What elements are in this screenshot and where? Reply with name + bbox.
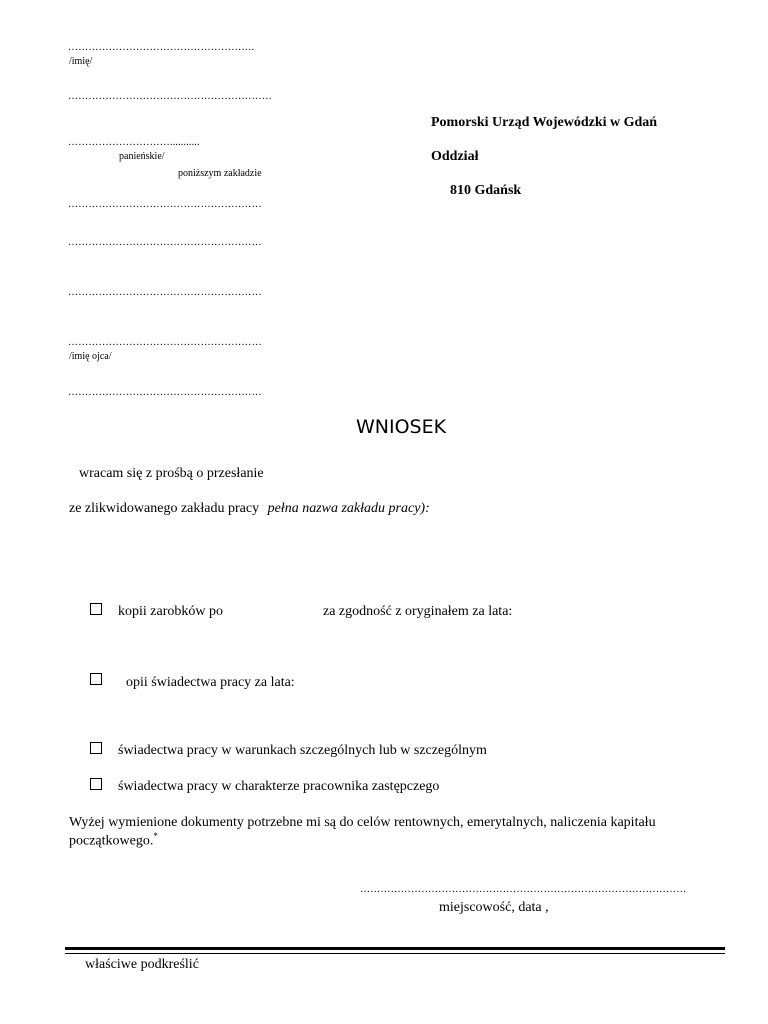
intro-line-2 — [69, 501, 430, 517]
recipient-department: Oddział — [431, 149, 479, 164]
option-2-checkbox[interactable] — [90, 673, 102, 685]
signature-dotted-line: …………………………………………………………………………………… — [360, 884, 687, 895]
option-4-label: świadectwa pracy w charakterze pracownika zastępczego — [118, 779, 440, 794]
option-1-checkbox[interactable] — [90, 603, 102, 615]
name-label: /imię/ — [69, 56, 93, 67]
dotted-line-6: ………………………………………………… — [68, 287, 262, 298]
footer-rule-thin — [65, 953, 725, 954]
place-date-label: miejscowość, data , — [439, 900, 549, 915]
intro-line-2-text: ze zlikwidowanego zakładu pracy — [69, 501, 260, 516]
footnote-text: właściwe podkreślić — [85, 957, 199, 972]
option-4-checkbox[interactable] — [90, 778, 102, 790]
footnote-marker: * — [153, 831, 158, 841]
maiden-name-label: panieńskie/ — [119, 151, 165, 162]
option-1-label-continued: za zgodność z oryginałem za lata: — [323, 604, 513, 619]
intro-line-2-italic: pełna nazwa zakładu pracy): — [267, 501, 430, 516]
option-3-checkbox[interactable] — [90, 742, 102, 754]
purpose-line-1: Wyżej wymienione dokumenty potrzebne mi są do celów rentownych, emerytalnych, naliczenia kapitału — [69, 815, 656, 830]
intro-line-1: wracam się z prośbą o przesłanie — [79, 466, 264, 481]
surname-dotted-line: …………………………………………………… — [68, 91, 272, 102]
document-title: WNIOSEK — [356, 416, 447, 438]
option-2-label: opii świadectwa pracy za lata: — [126, 675, 295, 690]
dotted-line-5: ………………………………………………… — [68, 237, 262, 248]
father-name-dotted-line: ………………………………………………… — [68, 337, 262, 348]
dotted-line-8: ………………………………………………… — [68, 387, 262, 398]
recipient-office: Pomorski Urząd Wojewódzki w Gdań — [431, 115, 658, 130]
option-1-label: kopii zarobków po — [118, 604, 223, 619]
name-dotted-line: ………………………………………………. — [68, 42, 255, 53]
father-name-label: /imię ojca/ — [69, 351, 112, 362]
dotted-line-4: ………………………………………………… — [68, 199, 262, 210]
workplace-label: poniższym zakładzie — [178, 168, 262, 179]
purpose-line-2 — [69, 831, 158, 850]
purpose-line-2-text: początkowego. — [69, 833, 154, 849]
recipient-city: 810 Gdańsk — [450, 183, 522, 198]
option-3-label: świadectwa pracy w warunkach szczególnych lub w szczególnym — [118, 743, 487, 758]
maiden-name-dotted-line: …………………………........... — [68, 137, 200, 148]
footer-rule-thick — [65, 947, 725, 950]
